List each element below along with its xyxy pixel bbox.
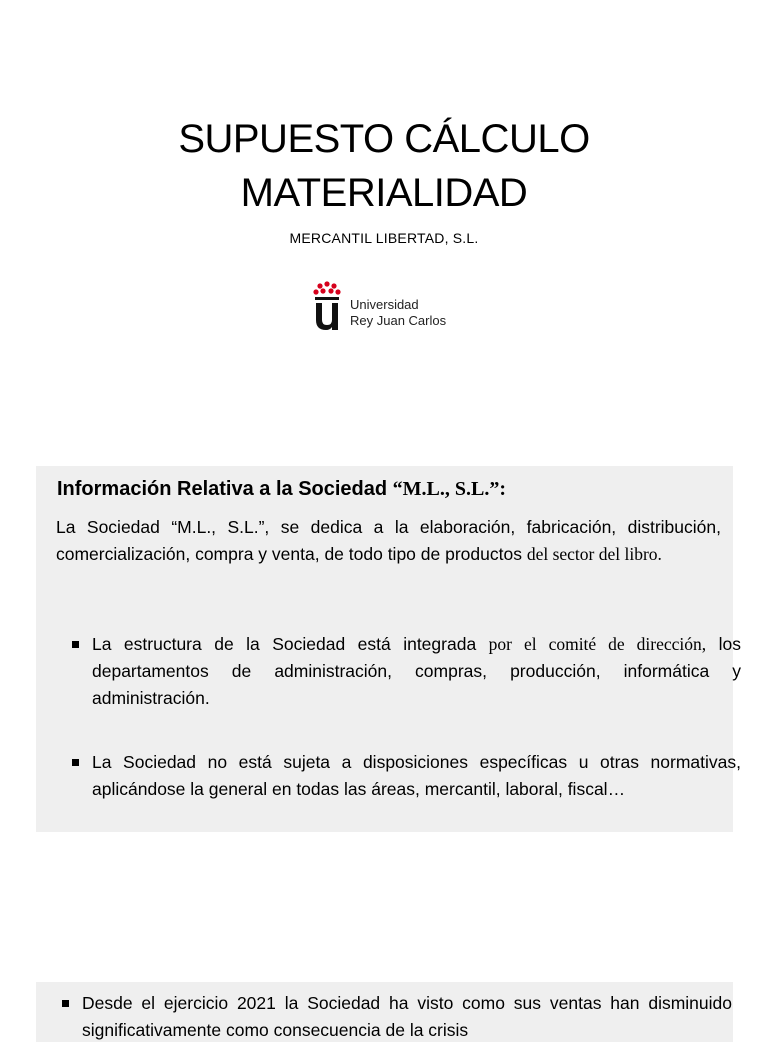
- bullet-sales: [62, 990, 732, 1042]
- intro-tail: del sector del libro.: [526, 544, 662, 564]
- company-info-panel: [36, 466, 741, 832]
- slide-subtitle: MERCANTIL LIBERTAD, S.L.: [289, 230, 479, 246]
- panel-heading: [57, 478, 506, 501]
- bullet-regulation-text: La Sociedad no está sujeta a disposiciones específicas u otras normativas, aplicándose la general en todas las áreas, mercantil, laboral, fiscal…: [92, 752, 741, 799]
- slide-title: [0, 112, 768, 220]
- heading-company-name: “M.L., S.L.”:: [392, 478, 507, 500]
- university-name-line-2: Rey Juan Carlos: [350, 313, 447, 328]
- intro-paragraph: [56, 514, 721, 568]
- urjc-u-icon: [312, 280, 342, 332]
- bullet-square-icon: [62, 1000, 69, 1007]
- bullet-sales-text: Desde el ejercicio 2021 la Sociedad ha visto como sus ventas han disminuido significativamente como consecuencia de la crisis: [82, 993, 732, 1040]
- sales-info-panel: [36, 982, 733, 1042]
- bullet-structure-part-3: los departamentos de administración, compras, producción, informática y administración.: [92, 634, 741, 708]
- university-name-line-1: Universidad: [350, 297, 419, 312]
- university-name: [350, 297, 446, 329]
- university-logo: [312, 276, 472, 332]
- bullet-square-icon: [72, 759, 79, 766]
- heading-prefix: Información Relativa a la Sociedad: [57, 478, 393, 500]
- intro-main: La Sociedad “M.L., S.L.”, se dedica a la elaboración, fabricación, distribución, comercialización, compra y venta, de todo tipo de productos: [56, 517, 721, 564]
- bullet-square-icon: [72, 641, 79, 648]
- bullet-structure: [72, 631, 741, 712]
- bullet-regulation: [72, 749, 741, 803]
- bullet-structure-part-2: por el comité de dirección,: [488, 634, 707, 654]
- bullet-structure-part-1: La estructura de la Sociedad está integrada: [92, 634, 477, 654]
- title-line-1: SUPUESTO CÁLCULO: [178, 117, 590, 161]
- title-line-2: MATERIALIDAD: [240, 171, 528, 215]
